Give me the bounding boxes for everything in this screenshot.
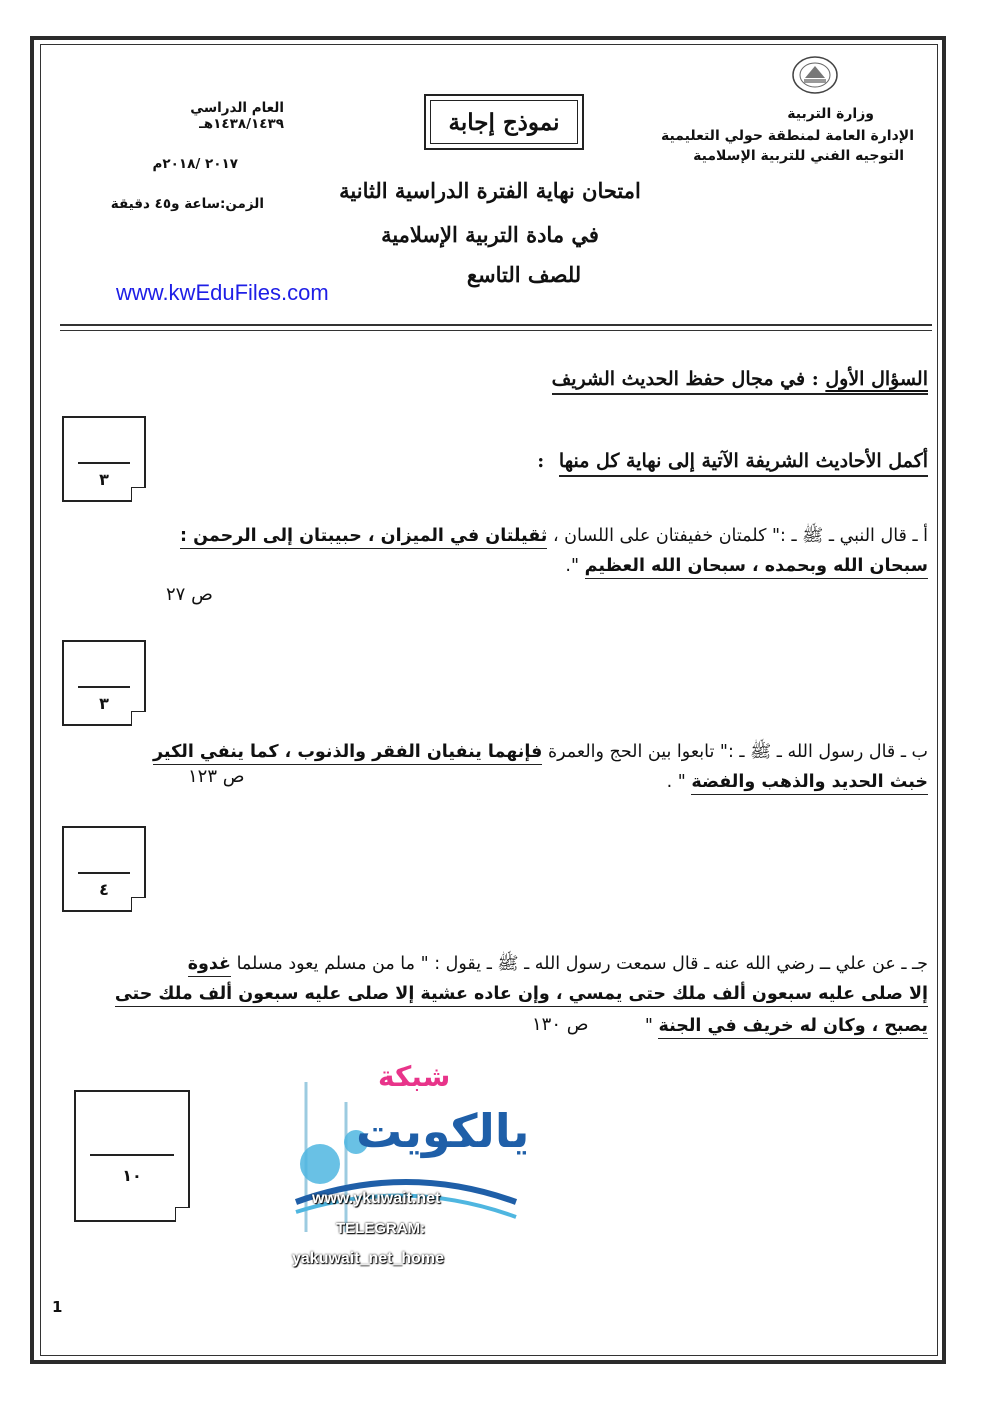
- hijri-year: العام الدراسي ١٤٣٨/١٤٣٩هـ: [190, 100, 284, 132]
- hadith-a-answer-line2: سبحان الله وبحمده ، سبحان الله العظيم: [585, 556, 928, 579]
- hadith-a-page-ref: ص ٢٧: [166, 584, 213, 605]
- directorate-name: الإدارة العامة لمنطقة حولي التعليمية: [661, 128, 914, 144]
- hadith-c-answer-line2: إلا صلى عليه سبعون ألف ملك حتى يمسي ، وإن عاده عشية إلا صلى عليه سبعون ألف ملك حتى: [115, 984, 928, 1007]
- question-label: السؤال الأول: [825, 368, 928, 390]
- score-a: ٣: [99, 470, 109, 489]
- exam-info: [104, 100, 284, 212]
- question-instruction-line: [537, 450, 928, 472]
- hadith-c-answer-word: غدوة: [188, 954, 231, 977]
- question-domain: : في مجال حفظ الحديث الشريف: [551, 368, 819, 390]
- hadith-c-line2: [48, 984, 928, 1004]
- score-box-total: [74, 1090, 190, 1222]
- exam-title: امتحان نهاية الفترة الدراسية الثانية: [339, 178, 641, 203]
- hadith-c-close: ": [644, 1016, 659, 1036]
- ministry-name: وزارة التربية: [787, 106, 874, 122]
- watermark-site: www.ykuwait.net: [312, 1190, 441, 1207]
- hadith-a-line2: [58, 556, 928, 576]
- answer-model-box: [424, 94, 584, 150]
- score-total: ١٠: [122, 1166, 142, 1185]
- ykuwait-watermark: [286, 1052, 536, 1282]
- hadith-c-prefix: جـ ـ عن علي ــ رضي الله عنه ـ قال سمعت رسول الله ـ ﷺ ـ يقول : " ما من مسلم يعود مسلما: [231, 954, 928, 974]
- watermark-network: شبكة: [378, 1060, 451, 1093]
- gregorian-year: ٢٠١٧ /٢٠١٨م: [152, 156, 238, 172]
- watermark-handle: yakuwait_net_home: [292, 1250, 445, 1267]
- exam-subject: في مادة التربية الإسلامية: [381, 222, 599, 247]
- hadith-c-line3: [48, 1016, 928, 1036]
- hadith-a-line1: [58, 524, 928, 550]
- hadith-b-answer-line1: فإنهما ينفيان الفقر والذنوب ، كما ينفي الكير: [153, 742, 542, 765]
- watermark-brand: يالكويت: [356, 1104, 530, 1158]
- exam-duration: الزمن:ساعة و٤٥ دقيقة: [110, 196, 264, 212]
- answer-model-label: نموذج إجابة: [430, 100, 578, 144]
- instruction-colon: :: [537, 450, 545, 472]
- hadith-a-prefix: أ ـ قال النبي ـ ﷺ ـ :" كلمتان خفيفتان على اللسان ،: [547, 526, 928, 546]
- hadith-c-page-ref: ص ١٣٠: [532, 1014, 589, 1035]
- department-name: التوجيه الفني للتربية الإسلامية: [693, 148, 904, 164]
- score-c: ٤: [99, 880, 109, 899]
- issuing-authority: [654, 102, 914, 166]
- score-line: [78, 872, 130, 874]
- score-box-b: [62, 640, 146, 726]
- watermark-telegram: TELEGRAM:: [336, 1220, 426, 1237]
- score-line: [78, 686, 130, 688]
- hadith-a-close: ".: [565, 556, 585, 576]
- website-link[interactable]: www.kwEduFiles.com: [116, 280, 329, 305]
- exam-grade: للصف التاسع: [466, 262, 582, 287]
- hadith-c-answer-line3: يصبح ، وكان له خريف في الجنة: [658, 1016, 928, 1039]
- score-b: ٣: [99, 694, 109, 713]
- score-line: [78, 462, 130, 464]
- page-number: 1: [52, 1298, 63, 1316]
- score-box-c: [62, 826, 146, 912]
- score-line: [90, 1154, 174, 1156]
- question-instruction: أكمل الأحاديث الشريفة الآتية إلى نهاية كل منها: [559, 450, 928, 477]
- hadith-b-line1: [58, 740, 928, 766]
- hadith-a-answer-line1: ثقيلتان في الميزان ، حبيبتان إلى الرحمن :: [180, 526, 547, 549]
- hadith-b-page-ref: ص ١٢٣: [188, 766, 245, 787]
- hadith-b-answer-line2: خبث الحديد والذهب والفضة: [691, 772, 928, 795]
- header-separator: [60, 324, 932, 331]
- score-box-a: [62, 416, 146, 502]
- hadith-b-close: " .: [666, 772, 692, 792]
- hadith-c-line1: [48, 952, 928, 978]
- kuwait-emblem-icon: [790, 54, 840, 96]
- question-heading: [552, 368, 928, 390]
- hadith-b-prefix: ب ـ قال رسول الله ـ ﷺ ـ :" تابعوا بين الحج والعمرة: [542, 742, 928, 762]
